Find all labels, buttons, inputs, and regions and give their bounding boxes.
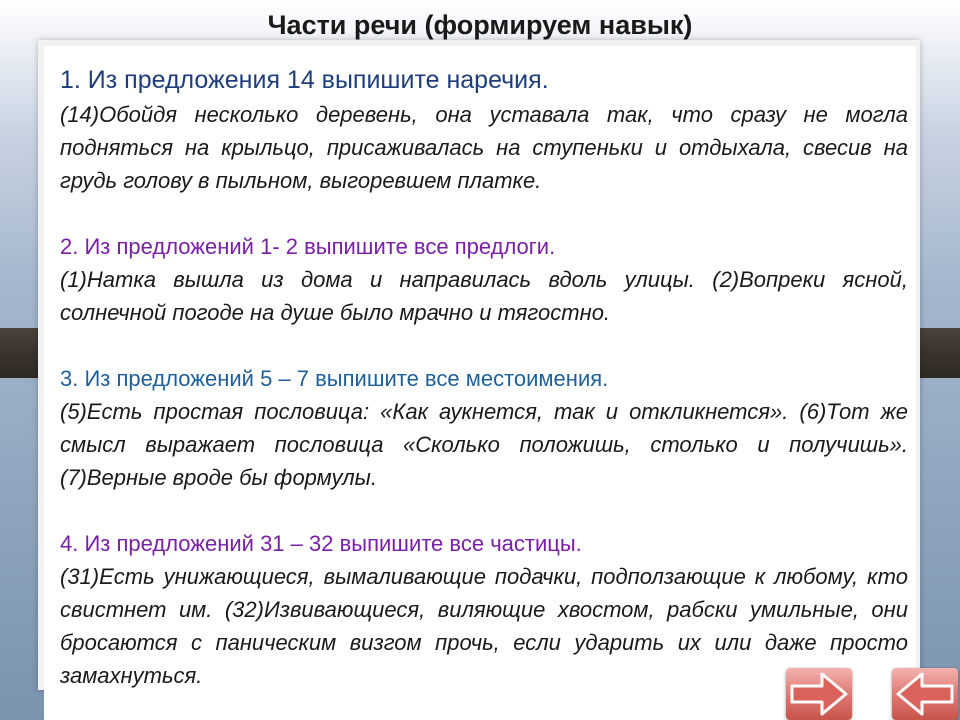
arrow-right-icon xyxy=(786,668,852,720)
task-3-title: 3. Из предложений 5 – 7 выпишите все местоимения. xyxy=(60,366,609,391)
task-1-title: 1. Из предложения 14 выпишите наречия. xyxy=(60,66,549,94)
task-1-text: (14)Обойдя несколько деревень, она уставала так, что сразу не могла подняться на крыльцо, присаживалась на ступеньки и отдыхала, свесив на грудь голову в пыльном, выгоревшем платке. xyxy=(60,102,908,193)
next-slide-button[interactable] xyxy=(786,668,852,720)
tasks-list xyxy=(60,62,908,692)
arrow-left-icon xyxy=(892,668,958,720)
spacer xyxy=(60,494,908,527)
spacer xyxy=(60,329,908,362)
task-3-text: (5)Есть простая пословица: «Как аукнется, так и откликнется». (6)Тот же смысл выражает пословица «Сколько положишь, столько и получишь». (7)Верные вроде бы формулы. xyxy=(60,399,908,490)
task-2-title: 2. Из предложений 1- 2 выпишите все предлоги. xyxy=(60,234,556,259)
spacer xyxy=(60,197,908,230)
task-2-text: (1)Натка вышла из дома и направилась вдоль улицы. (2)Вопреки ясной, солнечной погоде на душе было мрачно и тягостно. xyxy=(60,267,908,325)
slide-title: Части речи (формируем навык) xyxy=(267,10,693,40)
task-2 xyxy=(60,230,908,329)
task-3 xyxy=(60,362,908,494)
task-4-text: (31)Есть унижающиеся, вымаливающие подачки, подползающие к любому, кто свистнет им. (32)Извивающиеся, виляющие хвостом, рабски умильные, они бросаются с паническим визгом прочь, если ударить их или даже просто замахнуться. xyxy=(60,564,908,688)
task-1 xyxy=(60,62,908,197)
task-4 xyxy=(60,527,908,692)
task-4-title: 4. Из предложений 31 – 32 выпишите все частицы. xyxy=(60,531,582,556)
prev-slide-button[interactable] xyxy=(892,668,958,720)
